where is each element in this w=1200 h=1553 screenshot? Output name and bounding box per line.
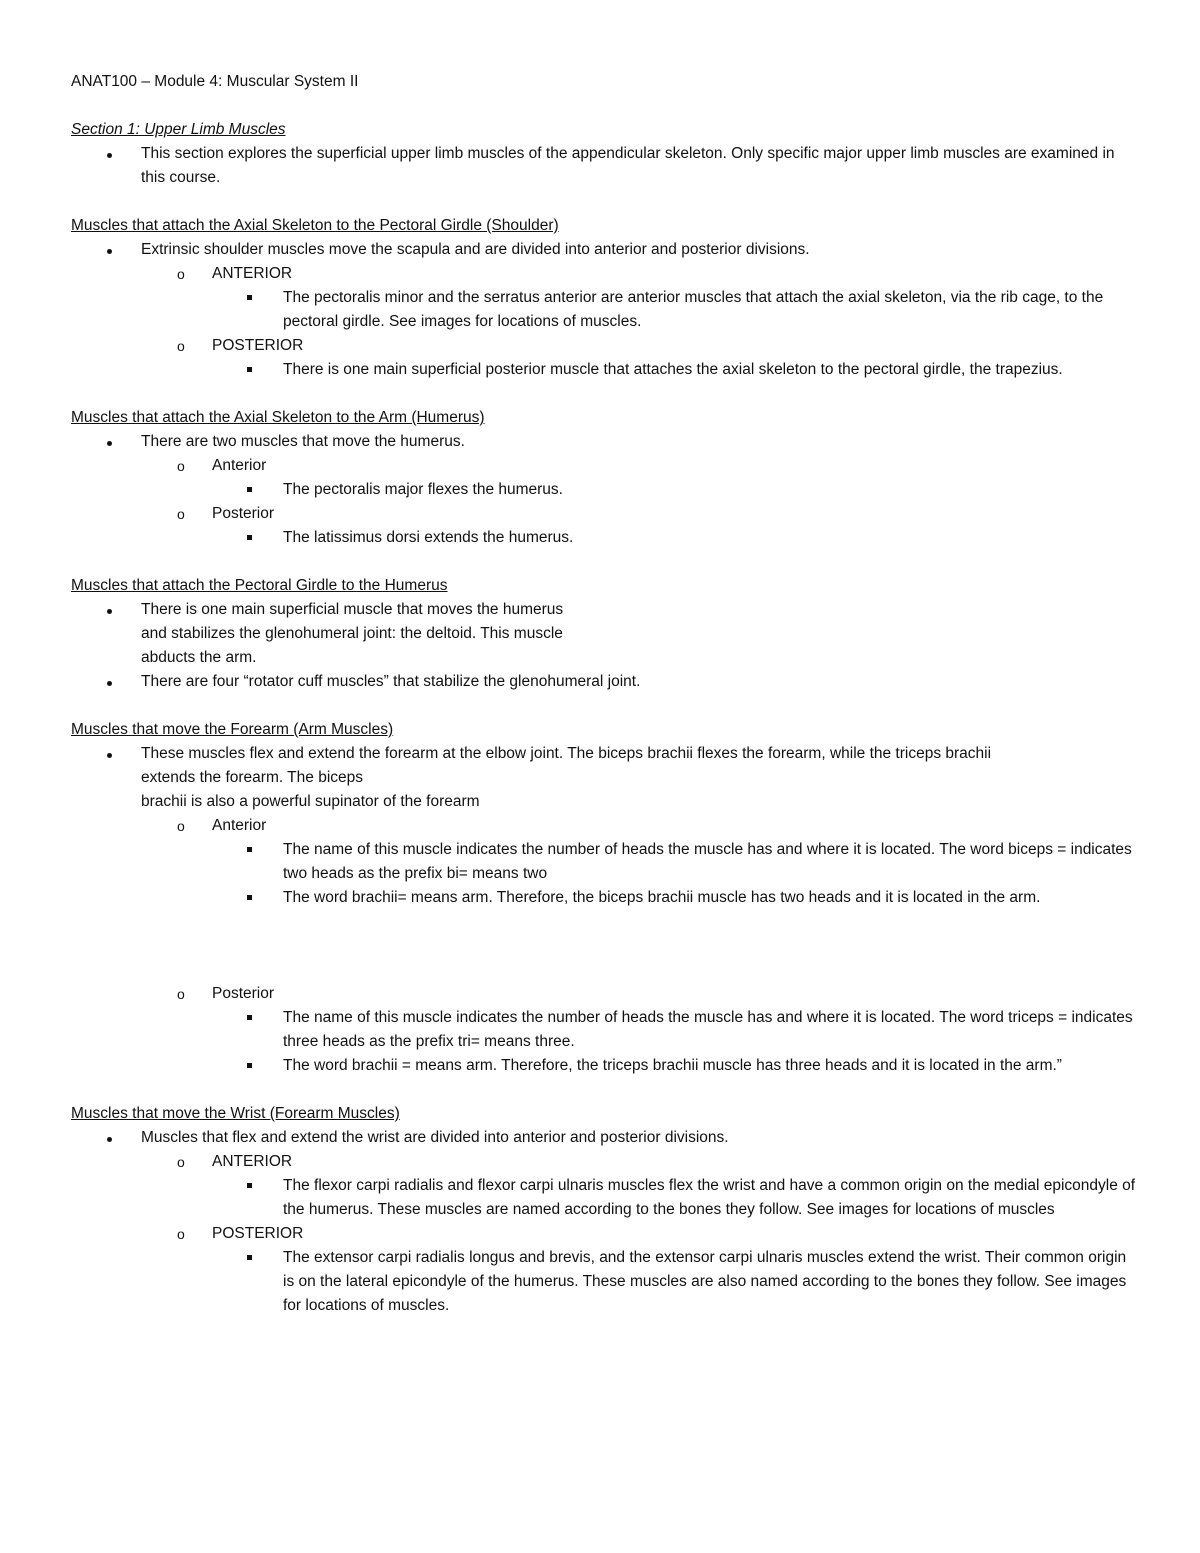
detail-text: The extensor carpi radialis longus and brevis, and the extensor carpi ulnaris muscles extend the wrist. Their common origin is on the lateral epicondyle of the humerus. These muscles are also named according to the bones they follow. See images for locations of muscles. — [283, 1249, 1127, 1314]
circle-bullet-icon: o — [177, 1154, 185, 1170]
square-bullet-icon — [247, 358, 252, 382]
detail-text: The pectoralis minor and the serratus anterior are anterior muscles that attach the axial skeleton, via the rib cage, to the pectoral girdle. See images for locations of muscles. — [283, 289, 1104, 330]
square-bullet-icon — [247, 1054, 252, 1078]
list-item-line: abducts the arm. — [141, 649, 257, 666]
circle-bullet-icon: o — [177, 458, 185, 474]
detail-text: The word brachii = means arm. Therefore, the triceps brachii muscle has three heads and it is located in the arm.” — [283, 1057, 1062, 1074]
detail-item — [71, 358, 1141, 382]
detail-item — [71, 1054, 1141, 1078]
list-item-text: There are two muscles that move the humerus. — [141, 433, 465, 450]
bullet-icon — [107, 1126, 112, 1150]
list-item-line: These muscles flex and extend the forearm at the elbow joint. The biceps brachii flexes the forearm, while the triceps brachii — [141, 745, 992, 762]
division-label: Posterior — [212, 505, 275, 522]
bullet-icon — [107, 430, 112, 454]
detail-item — [71, 286, 1141, 334]
list-item-text: There are four “rotator cuff muscles” that stabilize the glenohumeral joint. — [141, 673, 641, 690]
sublist-item — [71, 262, 1141, 286]
detail-item — [71, 478, 1141, 502]
list-item-line: extends the forearm. The biceps — [141, 769, 364, 786]
section-heading-wrist: Muscles that move the Wrist (Forearm Muscles) — [71, 1105, 400, 1122]
list-item-line: and stabilizes the glenohumeral joint: the deltoid. This muscle — [141, 625, 563, 642]
list-item — [71, 238, 1141, 262]
sublist-item — [71, 982, 1141, 1006]
division-label: Anterior — [212, 817, 267, 834]
section-heading-upper-limb: Section 1: Upper Limb Muscles — [71, 121, 286, 138]
list-item — [71, 670, 1141, 694]
document-title: ANAT100 – Module 4: Muscular System II — [71, 73, 359, 90]
list-item — [71, 1126, 1141, 1150]
detail-text: The latissimus dorsi extends the humerus. — [283, 529, 574, 546]
list-item-text: This section explores the superficial upper limb muscles of the appendicular skeleton. Only specific major upper limb muscles are examined in this course. — [141, 145, 1115, 186]
bullet-icon — [107, 670, 112, 694]
bullet-icon — [107, 598, 112, 622]
sublist-item — [71, 454, 1141, 478]
detail-item — [71, 526, 1141, 550]
list-item — [71, 598, 1141, 670]
bullet-icon — [107, 142, 112, 166]
division-label: ANTERIOR — [212, 1153, 293, 1170]
list-item — [71, 142, 1141, 190]
detail-text: The word brachii= means arm. Therefore, the biceps brachii muscle has two heads and it is located in the arm. — [283, 889, 1041, 906]
circle-bullet-icon: o — [177, 506, 185, 522]
square-bullet-icon — [247, 1174, 252, 1198]
section-heading-forearm: Muscles that move the Forearm (Arm Muscles) — [71, 721, 394, 738]
square-bullet-icon — [247, 478, 252, 502]
square-bullet-icon — [247, 1246, 252, 1270]
detail-text: The flexor carpi radialis and flexor carpi ulnaris muscles flex the wrist and have a common origin on the medial epicondyle of the humerus. These muscles are named according to the bones they follow. See images for locations of muscles — [283, 1177, 1136, 1218]
list-item — [71, 742, 1141, 814]
detail-item — [71, 886, 1141, 910]
sublist-item — [71, 502, 1141, 526]
circle-bullet-icon: o — [177, 266, 185, 282]
sublist-item — [71, 1150, 1141, 1174]
square-bullet-icon — [247, 286, 252, 310]
division-label: ANTERIOR — [212, 265, 293, 282]
circle-bullet-icon: o — [177, 338, 185, 354]
sublist-item — [71, 334, 1141, 358]
square-bullet-icon — [247, 838, 252, 862]
detail-text: The name of this muscle indicates the number of heads the muscle has and where it is located. The word biceps = indicates two heads as the prefix bi= means two — [283, 841, 1132, 882]
division-label: POSTERIOR — [212, 1225, 304, 1242]
division-label: POSTERIOR — [212, 337, 304, 354]
circle-bullet-icon: o — [177, 818, 185, 834]
square-bullet-icon — [247, 1006, 252, 1030]
list-item-line: There is one main superficial muscle that moves the humerus — [141, 601, 564, 618]
detail-item — [71, 1246, 1141, 1318]
sublist-item — [71, 1222, 1141, 1246]
list-item — [71, 430, 1141, 454]
square-bullet-icon — [247, 526, 252, 550]
detail-item — [71, 1174, 1141, 1222]
bullet-icon — [107, 238, 112, 262]
list-item-line: brachii is also a powerful supinator of the forearm — [141, 793, 480, 810]
section-heading-shoulder: Muscles that attach the Axial Skeleton to the Pectoral Girdle (Shoulder) — [71, 217, 559, 234]
detail-text: There is one main superficial posterior muscle that attaches the axial skeleton to the pectoral girdle, the trapezius. — [283, 361, 1063, 378]
detail-text: The name of this muscle indicates the number of heads the muscle has and where it is located. The word triceps = indicates three heads as the prefix tri= means three. — [283, 1009, 1133, 1050]
document-page — [71, 70, 1141, 1318]
division-label: Posterior — [212, 985, 275, 1002]
detail-text: The pectoralis major flexes the humerus. — [283, 481, 563, 498]
section-heading-girdle: Muscles that attach the Pectoral Girdle to the Humerus — [71, 577, 448, 594]
circle-bullet-icon: o — [177, 986, 185, 1002]
bullet-icon — [107, 742, 112, 766]
detail-item — [71, 838, 1141, 886]
list-item-text: Muscles that flex and extend the wrist are divided into anterior and posterior divisions. — [141, 1129, 729, 1146]
division-label: Anterior — [212, 457, 267, 474]
list-item-text: Extrinsic shoulder muscles move the scapula and are divided into anterior and posterior divisions. — [141, 241, 810, 258]
square-bullet-icon — [247, 886, 252, 910]
detail-item — [71, 1006, 1141, 1054]
sublist-item — [71, 814, 1141, 838]
circle-bullet-icon: o — [177, 1226, 185, 1242]
section-heading-arm: Muscles that attach the Axial Skeleton to the Arm (Humerus) — [71, 409, 485, 426]
